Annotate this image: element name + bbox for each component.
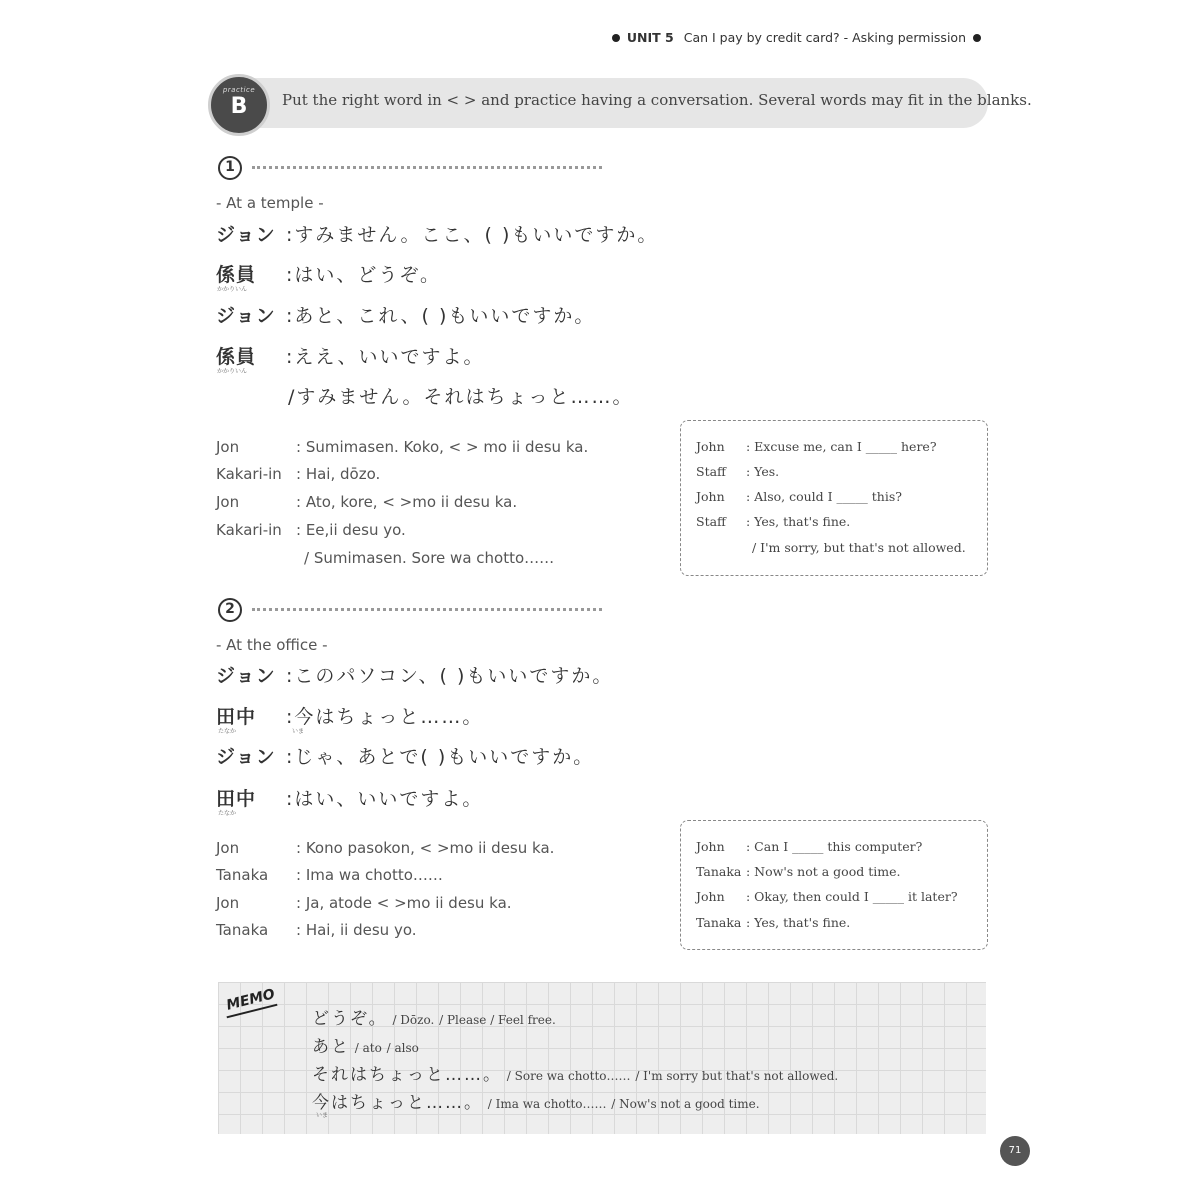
romaji-speaker: Kakari-in bbox=[216, 521, 282, 539]
jp-text: :このパソコン、( )もいいですか。 bbox=[286, 665, 614, 687]
romaji-line bbox=[216, 921, 417, 939]
bullet-icon bbox=[612, 34, 620, 42]
memo-entry: 今はちょっと……。 / Ima wa chotto…… / Now's not a good time. bbox=[312, 1093, 760, 1113]
jp-alt-line: /すみません。それはちょっと……。 bbox=[288, 386, 634, 408]
memo-title: MEMO bbox=[224, 986, 277, 1014]
romaji-speaker: Kakari-in bbox=[216, 465, 282, 483]
furigana: かかりいん bbox=[217, 368, 248, 375]
furigana: いま bbox=[292, 728, 305, 735]
romaji-text: : Ee,ii desu yo. bbox=[296, 521, 406, 539]
practice-badge bbox=[208, 74, 270, 136]
speaker: ジョン bbox=[216, 224, 276, 246]
speaker: ジョン bbox=[216, 746, 276, 768]
romaji-line bbox=[216, 894, 512, 912]
speaker: 田中 bbox=[216, 706, 257, 728]
bullet-icon bbox=[973, 34, 981, 42]
romaji-text: : Ato, kore, < >mo ii desu ka. bbox=[296, 493, 518, 511]
speaker: ジョン bbox=[216, 665, 276, 687]
memo-entry: どうぞ。 / Dōzo. / Please / Feel free. bbox=[312, 1009, 556, 1029]
jp-text: :ええ、いいですよ。 bbox=[286, 346, 485, 368]
jp-text: :じゃ、あとで( )もいいですか。 bbox=[286, 746, 595, 768]
section-number-1: 1 bbox=[218, 156, 242, 180]
romaji-line bbox=[216, 465, 380, 483]
romaji-speaker: Tanaka bbox=[216, 921, 269, 939]
speaker: 田中 bbox=[216, 788, 257, 810]
jp-text: :すみません。ここ、( )もいいですか。 bbox=[286, 224, 659, 246]
instruction-text: Put the right word in < > and practice having a conversation. Several words may fit in the blanks. bbox=[282, 91, 1032, 109]
romaji-text: : Kono pasokon, < >mo ii desu ka. bbox=[296, 839, 555, 857]
unit-title: Can I pay by credit card? - Asking permission bbox=[683, 30, 966, 45]
romaji-speaker: Jon bbox=[216, 839, 240, 857]
jp-text: :はい、いいですよ。 bbox=[286, 788, 484, 810]
translation-alt-line: / I'm sorry, but that's not allowed. bbox=[752, 540, 966, 555]
furigana: たなか bbox=[218, 728, 237, 735]
badge-caption: practice bbox=[222, 86, 256, 94]
romaji-alt-line: / Sumimasen. Sore wa chotto…… bbox=[304, 549, 555, 567]
jp-dialogue-line bbox=[216, 220, 658, 247]
jp-dialogue-line bbox=[216, 260, 441, 287]
romaji-line bbox=[216, 839, 554, 857]
translation-line: John : Can I _____ this computer? bbox=[696, 839, 923, 854]
furigana: かかりいん bbox=[217, 286, 248, 293]
jp-text: :今はちょっと……。 bbox=[286, 706, 484, 728]
jp-text: :はい、どうぞ。 bbox=[286, 264, 442, 286]
romaji-text: : Ja, atode < >mo ii desu ka. bbox=[296, 894, 512, 912]
romaji-text: : Hai, dōzo. bbox=[296, 465, 381, 483]
speaker: 係員 bbox=[216, 346, 257, 368]
translation-line: John : Excuse me, can I _____ here? bbox=[696, 439, 937, 454]
translation-line: Tanaka : Yes, that's fine. bbox=[696, 915, 851, 930]
romaji-line bbox=[216, 438, 588, 456]
translation-line: John : Also, could I _____ this? bbox=[696, 489, 902, 504]
jp-dialogue-line bbox=[216, 342, 485, 369]
speaker: 係員 bbox=[216, 264, 257, 286]
translation-line: Staff : Yes. bbox=[696, 464, 780, 479]
unit-label: UNIT 5 bbox=[626, 30, 674, 45]
section-number-2: 2 bbox=[218, 598, 242, 622]
romaji-line bbox=[216, 493, 517, 511]
dotted-divider bbox=[252, 608, 602, 611]
romaji-speaker: Tanaka bbox=[216, 866, 269, 884]
jp-dialogue-line bbox=[216, 661, 613, 688]
scene-label: - At a temple - bbox=[216, 194, 324, 212]
romaji-line bbox=[216, 521, 406, 539]
unit-header bbox=[605, 30, 988, 45]
romaji-line bbox=[216, 866, 443, 884]
translation-line: Staff : Yes, that's fine. bbox=[696, 514, 851, 529]
furigana: いま bbox=[316, 1112, 329, 1119]
romaji-speaker: Jon bbox=[216, 894, 240, 912]
jp-text: :あと、これ、( )もいいですか。 bbox=[286, 305, 596, 327]
jp-dialogue-line bbox=[216, 784, 483, 811]
romaji-text: : Sumimasen. Koko, < > mo ii desu ka. bbox=[296, 438, 589, 456]
scene-label: - At the office - bbox=[216, 636, 328, 654]
jp-dialogue-line bbox=[216, 301, 595, 328]
translation-line: John : Okay, then could I _____ it later? bbox=[696, 889, 958, 904]
romaji-text: : Hai, ii desu yo. bbox=[296, 921, 417, 939]
furigana: たなか bbox=[218, 810, 237, 817]
jp-dialogue-line bbox=[216, 742, 594, 769]
memo-entry: それはちょっと……。 / Sore wa chotto…… / I'm sorry but that's not allowed. bbox=[312, 1065, 839, 1085]
jp-dialogue-line bbox=[216, 702, 483, 729]
romaji-speaker: Jon bbox=[216, 493, 240, 511]
romaji-text: : Ima wa chotto…… bbox=[296, 866, 443, 884]
dotted-divider bbox=[252, 166, 602, 169]
badge-letter: B bbox=[230, 94, 248, 119]
speaker: ジョン bbox=[216, 305, 276, 327]
translation-line: Tanaka : Now's not a good time. bbox=[696, 864, 901, 879]
page-number: 71 bbox=[1000, 1136, 1030, 1166]
romaji-speaker: Jon bbox=[216, 438, 240, 456]
memo-entry: あと / ato / also bbox=[312, 1037, 419, 1057]
